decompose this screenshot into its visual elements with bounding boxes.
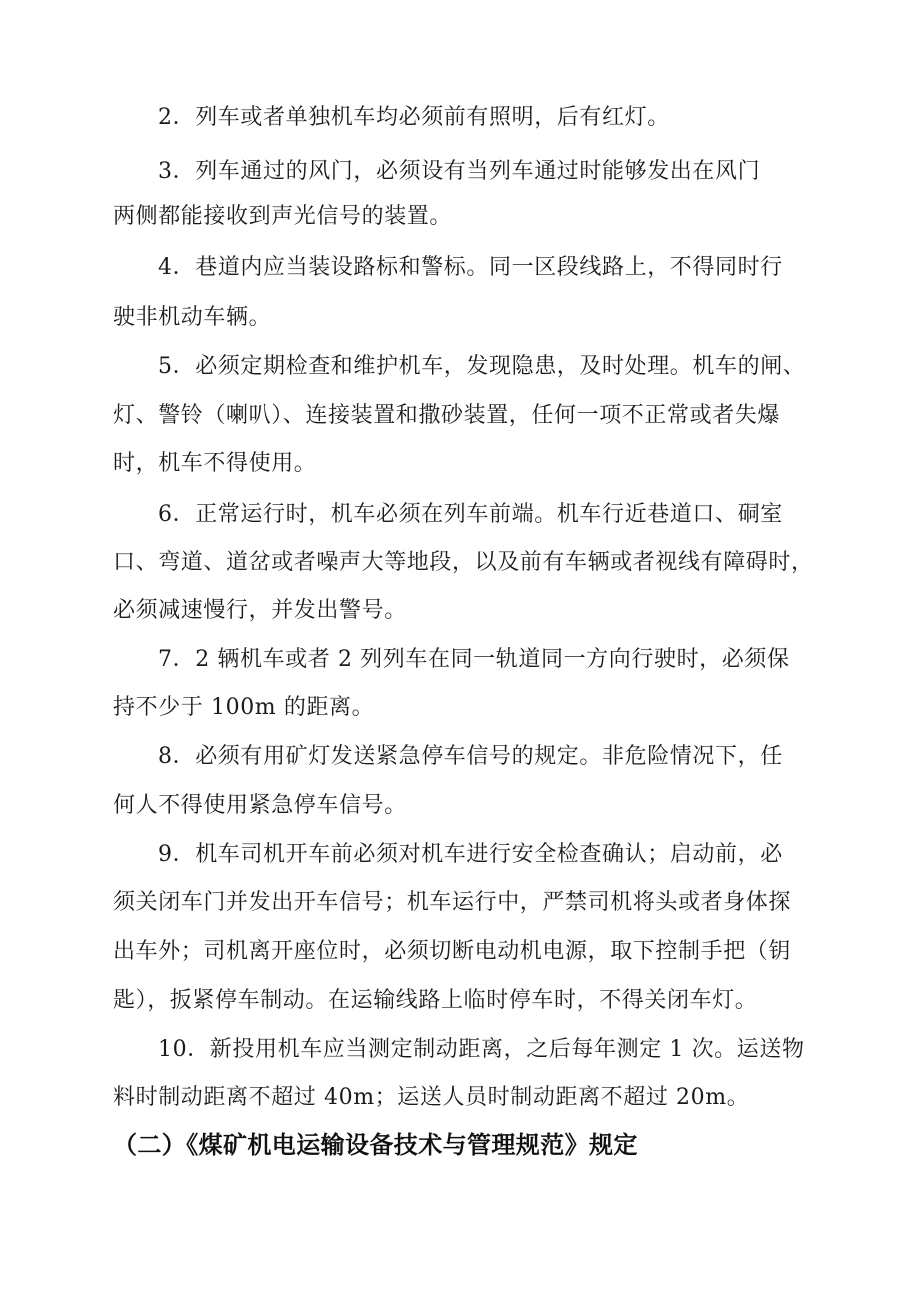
item-4-line-2: 驶非机动车辆。 xyxy=(113,305,272,330)
item-9-line-2: 须关闭车门并发出开车信号；机车运行中，严禁司机将头或者身体探 xyxy=(113,890,792,915)
item-5-line-3: 时，机车不得使用。 xyxy=(113,451,317,476)
item-7-line-2: 持不少于 100m 的距离。 xyxy=(113,695,375,720)
item-6-line-3: 必须减速慢行，并发出警号。 xyxy=(113,598,407,623)
item-5-line-2: 灯、警铃（喇叭）、连接装置和撒砂装置，任何一项不正常或者失爆 xyxy=(113,403,781,428)
item-9-line-3: 出车外；司机离开座位时，必须切断电动机电源，取下控制手把（钥 xyxy=(113,939,792,964)
item-8-line-2: 何人不得使用紧急停车信号。 xyxy=(113,793,407,818)
item-10-line-2: 料时制动距离不超过 40m；运送人员时制动距离不超过 20m。 xyxy=(113,1085,750,1110)
item-9-line-4: 匙），扳紧停车制动。在运输线路上临时停车时，不得关闭车灯。 xyxy=(113,988,758,1013)
item-2-line-1: 2．列车或者单独机车均必须前有照明，后有红灯。 xyxy=(158,105,670,130)
item-6-line-2: 口、弯道、道岔或者噪声大等地段，以及前有车辆或者视线有障碍时， xyxy=(113,550,814,575)
item-10-line-1: 10．新投用机车应当测定制动距离，之后每年测定 1 次。运送物 xyxy=(158,1037,805,1062)
item-6-line-1: 6．正常运行时，机车必须在列车前端。机车行近巷道口、硐室 xyxy=(158,502,783,527)
item-3-line-1: 3．列车通过的风门，必须设有当列车通过时能够发出在风门 xyxy=(158,159,761,184)
section-heading: （二）《煤矿机电运输设备技术与管理规范》规定 xyxy=(113,1131,638,1159)
item-7-line-1: 7．2 辆机车或者 2 列列车在同一轨道同一方向行驶时，必须保 xyxy=(158,647,790,672)
item-8-line-1: 8．必须有用矿灯发送紧急停车信号的规定。非危险情况下，任 xyxy=(158,744,783,769)
item-4-line-1: 4．巷道内应当装设路标和警标。同一区段线路上，不得同时行 xyxy=(158,255,783,280)
item-5-line-1: 5．必须定期检查和维护机车，发现隐患，及时处理。机车的闸、 xyxy=(158,354,806,379)
item-9-line-1: 9．机车司机开车前必须对机车进行安全检查确认；启动前，必 xyxy=(158,842,783,867)
item-3-line-2: 两侧都能接收到声光信号的装置。 xyxy=(113,204,453,229)
